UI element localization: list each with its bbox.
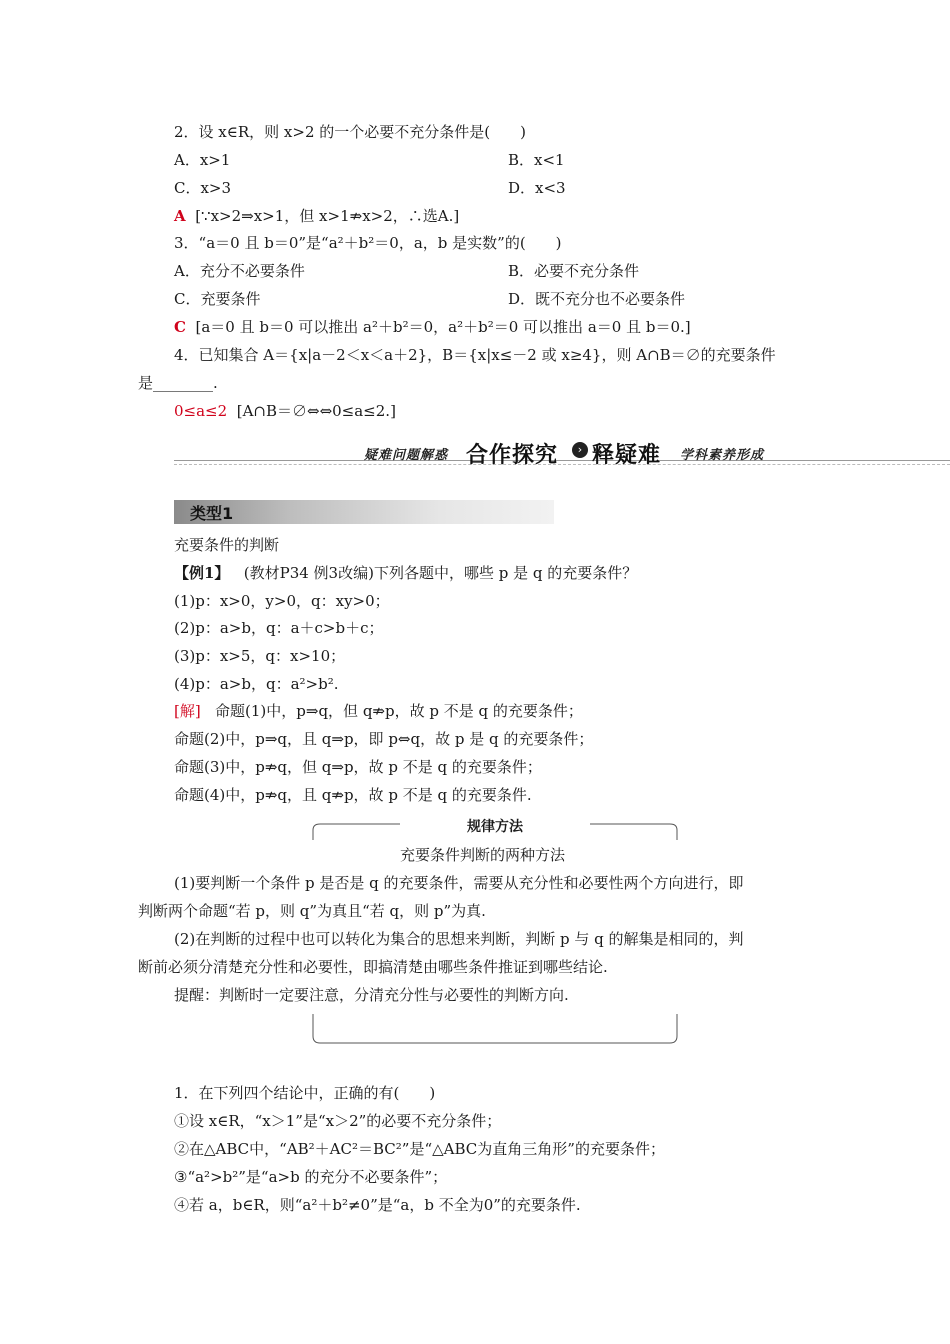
q2-option-c: C．x>3 (174, 179, 232, 197)
q2-answer (174, 206, 459, 226)
method-paragraph: (1)要判断一个条件 p 是否是 q 的充要条件，需要从充分性和必要性两个方向进行，即 (174, 874, 744, 892)
q3-stem: 3．“a＝0 且 b＝0”是“a²＋b²＝0，a，b 是实数”的( ) (174, 234, 562, 252)
q4-stem-cont: 是________. (138, 374, 218, 392)
q4-answer-text: [A∩B＝∅⇔⇔0≤a≤2.] (236, 402, 396, 420)
banner-left-text: 疑难问题解惑 (364, 448, 449, 463)
method-label-text: 规律方法 (461, 819, 529, 835)
solution-label: [解] (174, 702, 201, 720)
banner-rule-dashed (174, 464, 950, 465)
q4-answer (174, 401, 396, 421)
solution-line (174, 701, 583, 721)
type-label: 类型1 (190, 504, 234, 523)
method-paragraph: (2)在判断的过程中也可以转化为集合的思想来判断，判断 p 与 q 的解集是相同的，判 (174, 930, 744, 948)
type-heading-bar (174, 500, 554, 524)
q3-answer (174, 317, 691, 337)
practice-item: ③“a²>b²”是“a>b 的充分不必要条件”； (174, 1168, 448, 1186)
q3-option-d: D．既不充分也不必要条件 (508, 290, 686, 308)
practice-item: ②在△ABC中，“AB²＋AC²＝BC²”是“△ABC为直角三角形”的充要条件； (174, 1140, 665, 1158)
section-banner (174, 438, 950, 468)
q4-stem: 4．已知集合 A＝{x|a－2＜x＜a＋2}，B＝{x|x≤－2 或 x≥4}，则 A∩B＝∅的充要条件 (174, 346, 776, 364)
method-paragraph: 判断两个命题“若 p，则 q”为真且“若 q，则 p”为真. (138, 902, 486, 920)
banner-right-text: 学科素养形成 (680, 448, 765, 463)
q2-option-d: D．x<3 (508, 179, 566, 197)
q2-answer-text: [∵x>2⇒x>1，但 x>1⇏x>2，∴选A.] (195, 207, 460, 225)
solution-line: 命题(4)中，p⇏q，且 q⇏p，故 p 不是 q 的充要条件. (174, 786, 532, 804)
method-title: 充要条件判断的两种方法 (400, 846, 566, 864)
q3-option-c: C．充要条件 (174, 290, 261, 308)
practice-item: ①设 x∈R，“x＞1”是“x＞2”的必要不充分条件； (174, 1112, 502, 1130)
method-paragraph: 断前必须分清楚充分性和必要性，即搞清楚由哪些条件推证到哪些结论. (138, 958, 608, 976)
example-item: (3)p：x>5，q：x>10； (174, 647, 346, 665)
example-text: (教材P34 例3改编)下列各题中，哪些 p 是 q 的充要条件？ (243, 564, 638, 582)
example-label: 【例1】 (174, 564, 230, 582)
banner-title-1: 合作探究 (466, 443, 559, 468)
example-item: (2)p：a>b，q：a＋c>b＋c； (174, 619, 384, 637)
q3-answer-text: [a＝0 且 b＝0 可以推出 a²＋b²＝0，a²＋b²＝0 可以推出 a＝0 且 b＝0.] (195, 318, 691, 336)
q3-option-b: B．必要不充分条件 (508, 262, 640, 280)
solution-text: 命题(1)中，p⇒q，但 q⇏p，故 p 不是 q 的充要条件； (215, 702, 583, 720)
practice-item: ④若 a，b∈R，则“a²＋b²≠0”是“a，b 不全为0”的充要条件. (174, 1196, 581, 1214)
solution-line: 命题(2)中，p⇒q，且 q⇒p，即 p⇔q，故 p 是 q 的充要条件； (174, 730, 594, 748)
q3-option-a: A．充分不必要条件 (174, 262, 305, 280)
practice-stem: 1．在下列四个结论中，正确的有( ) (174, 1084, 436, 1102)
solution-line: 命题(3)中，p⇏q，但 q⇒p，故 p 不是 q 的充要条件； (174, 758, 542, 776)
q2-stem: 2．设 x∈R，则 x>2 的一个必要不充分条件是( ) (174, 123, 526, 141)
chevron-right-icon: › (572, 442, 588, 458)
q3-answer-letter: C (174, 318, 186, 336)
example-item: (4)p：a>b，q：a²>b². (174, 675, 339, 693)
q2-answer-letter: A (174, 207, 186, 225)
q2-option-b: B．x<1 (508, 151, 565, 169)
example-item: (1)p：x>0，y>0，q：xy>0； (174, 592, 390, 610)
q2-option-a: A．x>1 (174, 151, 231, 169)
method-label (312, 818, 678, 836)
type-title: 充要条件的判断 (174, 536, 280, 554)
banner-title-2: 释疑难 (592, 443, 662, 468)
q4-answer-value: 0≤a≤2 (174, 402, 228, 420)
method-reminder: 提醒：判断时一定要注意，分清充分性与必要性的判断方向. (174, 986, 569, 1004)
example-heading (174, 563, 637, 583)
banner-rule (174, 460, 950, 461)
